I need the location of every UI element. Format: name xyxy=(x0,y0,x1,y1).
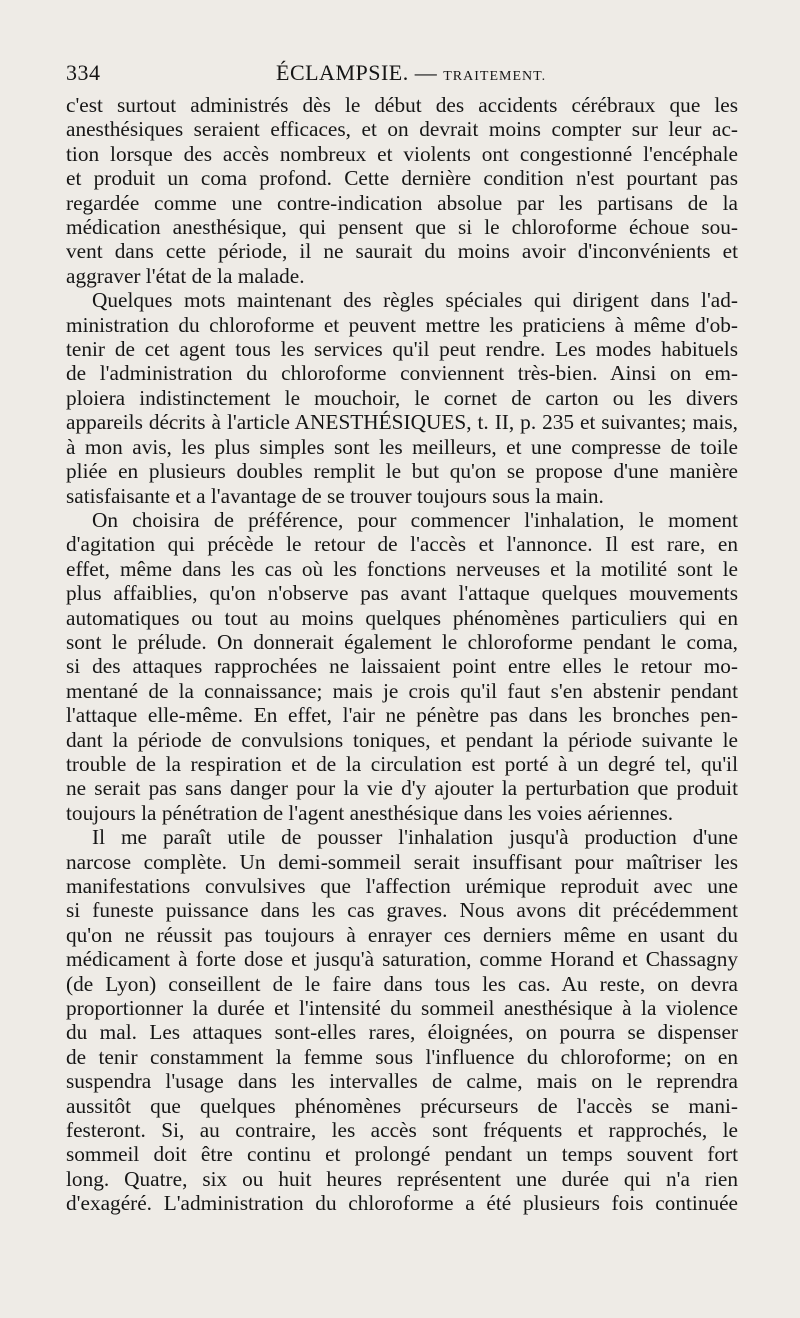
text-line: On choisira de préférence, pour commencer l'inhalation, le moment xyxy=(92,507,738,532)
text-line: ne serait pas sans danger pour la vie d'y ajouter la perturbation que produit xyxy=(66,776,738,801)
text-line: de l'administration du chloroforme conviennent très-bien. Ainsi on em- xyxy=(66,361,738,386)
text-line: mentané de la connaissance; mais je crois qu'il faut s'en abstenir pendant xyxy=(66,678,738,703)
text-line: appareils décrits à l'article ANESTHÉSIQUES, t. II, p. 235 et suivantes; mais, xyxy=(66,410,738,435)
text-line: narcose complète. Un demi-sommeil serait insuffisant pour maîtriser les xyxy=(66,849,738,874)
running-header xyxy=(66,58,738,88)
text-line: long. Quatre, six ou huit heures représentent une durée qui n'a rien xyxy=(66,1166,738,1191)
text-line: médicament à forte dose et jusqu'à saturation, comme Horand et Chassagny xyxy=(66,947,738,972)
text-line: ministration du chloroforme et peuvent mettre les praticiens à même d'ob- xyxy=(66,312,738,337)
text-line: Quelques mots maintenant des règles spéciales qui dirigent dans l'ad- xyxy=(92,288,738,313)
text-line: satisfaisante et a l'avantage de se trouver toujours sous la main. xyxy=(66,483,604,508)
text-line: du mal. Les attaques sont-elles rares, éloignées, on pourra se dispenser xyxy=(66,1020,738,1045)
text-line: si funeste puissance dans les cas graves. Nous avons dit précédemment xyxy=(66,898,738,923)
text-line: tion lorsque des accès nombreux et violents ont congestionné l'encéphale xyxy=(66,141,738,166)
text-line: manifestations convulsives que l'affection urémique reproduit avec une xyxy=(66,874,738,898)
text-line: aggraver l'état de la malade. xyxy=(66,263,305,288)
text-line: plus affaiblies, qu'on n'observe pas avant l'attaque quelques mouvements xyxy=(66,581,738,606)
text-line: sont le prélude. On donnerait également le chloroforme pendant le coma, xyxy=(66,629,738,654)
page-number: 334 xyxy=(66,60,101,85)
text-line: aussitôt que quelques phénomènes précurseurs de l'accès se mani- xyxy=(66,1093,738,1118)
text-line: Il me paraît utile de pousser l'inhalation jusqu'à production d'une xyxy=(92,825,738,850)
text-line: dant la période de convulsions toniques, et pendant la période suivante le xyxy=(66,727,738,752)
text-line: trouble de la respiration et de la circulation est porté à un degré tel, qu'il xyxy=(66,751,738,776)
paragraph xyxy=(66,93,738,288)
text-line: si des attaques rapprochées ne laissaient point entre elles le retour mo- xyxy=(66,654,738,679)
running-title xyxy=(276,60,546,86)
chapter-title: ÉCLAMPSIE. — xyxy=(276,60,438,85)
text-line: d'exagéré. L'administration du chloroforme a été plusieurs fois continuée xyxy=(66,1191,738,1216)
text-line: pliée en plusieurs doubles remplit le but qu'on se propose d'une manière xyxy=(66,459,738,484)
text-line: anesthésiques seraient efficaces, et on devrait moins compter sur leur ac- xyxy=(66,117,738,142)
text-line: qu'on ne réussit pas toujours à enrayer ces derniers même en usant du xyxy=(66,922,738,947)
body-text xyxy=(66,93,738,1216)
text-line: (de Lyon) conseillent de le faire dans tous les cas. Au reste, on devra xyxy=(66,971,738,996)
text-line: suspendra l'usage dans les intervalles de calme, mais on le reprendra xyxy=(66,1069,738,1094)
text-line: toujours la pénétration de l'agent anesthésique dans les voies aériennes. xyxy=(66,800,674,825)
text-line: festeront. Si, au contraire, les accès sont fréquents et rapprochés, le xyxy=(66,1118,738,1143)
text-line: et produit un coma profond. Cette dernière condition n'est pourtant pas xyxy=(66,166,738,191)
text-line: c'est surtout administrés dès le début des accidents cérébraux que les xyxy=(66,93,738,117)
text-line: d'agitation qui précède le retour de l'accès et l'annonce. Il est rare, en xyxy=(66,532,738,557)
text-line: ploiera indistinctement le mouchoir, le cornet de carton ou les divers xyxy=(66,385,738,410)
text-line: à mon avis, les plus simples sont les meilleurs, et une compresse de toile xyxy=(66,434,738,459)
paragraph xyxy=(66,508,738,825)
text-line: vent dans cette période, il ne saurait du moins avoir d'inconvénients et xyxy=(66,239,738,264)
paragraph xyxy=(66,825,738,1216)
paragraph xyxy=(66,288,738,508)
text-line: médication anesthésique, qui pensent que si le chloroforme échoue sou- xyxy=(66,215,738,240)
text-line: de tenir constamment la femme sous l'influence du chloroforme; on en xyxy=(66,1044,738,1069)
section-title: TRAITEMENT. xyxy=(443,69,547,84)
text-line: effet, même dans les cas où les fonctions nerveuses et la motilité sont le xyxy=(66,556,738,581)
text-line: tenir de cet agent tous les services qu'il peut rendre. Les modes habituels xyxy=(66,337,738,362)
text-line: automatiques ou tout au moins quelques phénomènes particuliers qui en xyxy=(66,605,738,630)
text-line: sommeil doit être continu et prolongé pendant un temps souvent fort xyxy=(66,1142,738,1167)
text-line: proportionner la durée et l'intensité du sommeil anesthésique à la violence xyxy=(66,996,738,1021)
text-line: l'attaque elle-même. En effet, l'air ne pénètre pas dans les bronches pen- xyxy=(66,703,738,728)
text-line: regardée comme une contre-indication absolue par les partisans de la xyxy=(66,190,738,215)
